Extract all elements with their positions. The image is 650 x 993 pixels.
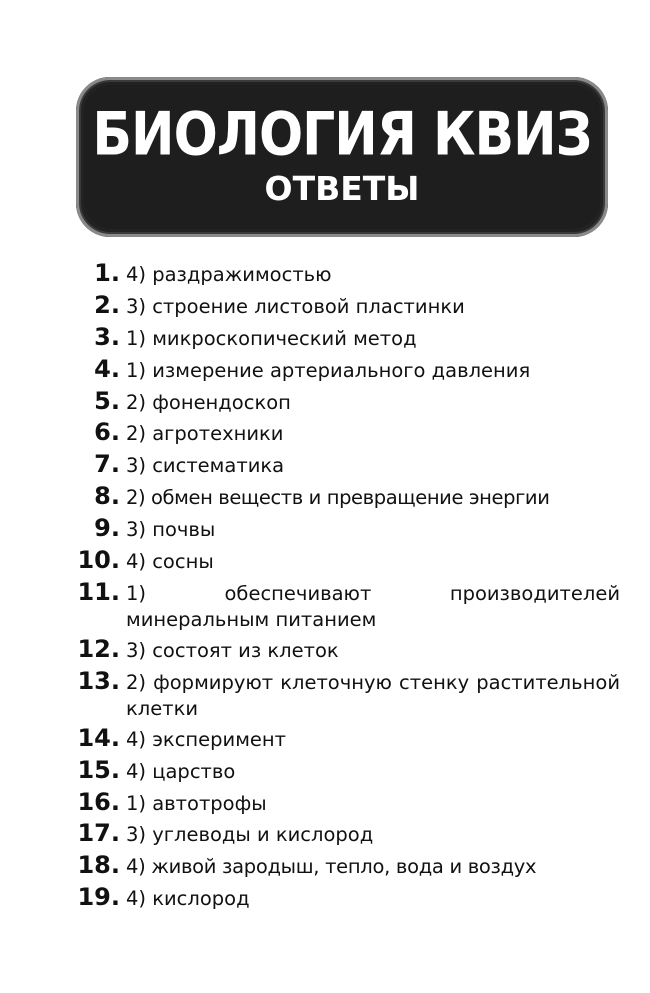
answer-text: 4) царство: [126, 759, 236, 783]
answer-number: 3.: [94, 322, 120, 351]
answer-text: 4) живой зародыш, тепло, вода и воздух: [126, 855, 537, 879]
answer-number: 12.: [77, 634, 120, 663]
answer-number: 2.: [94, 290, 120, 319]
header-banner: [76, 77, 608, 237]
answer-text: 1) микроскопический метод: [126, 326, 417, 350]
answer-text: 3) состоят из клеток: [126, 638, 339, 662]
answer-number: 19.: [77, 883, 120, 912]
answer-text: 3) систематика: [126, 454, 285, 478]
answer-item-12: [60, 636, 620, 668]
answer-item-8: [60, 483, 620, 515]
answer-item-16: [60, 789, 620, 821]
answer-number: 17.: [77, 819, 120, 848]
answer-item-14: [60, 725, 620, 757]
answer-text: 4) сосны: [126, 550, 214, 574]
answer-item-4: [60, 356, 620, 388]
answer-number: 6.: [94, 418, 120, 447]
answer-text: 4) эксперимент: [126, 727, 287, 751]
answer-number: 18.: [77, 851, 120, 880]
answer-text: 2) обмен веществ и превращение энергии: [126, 486, 550, 510]
answer-number: 13.: [77, 666, 120, 695]
answer-item-15: [60, 757, 620, 789]
answer-text: 2) агротехники: [126, 422, 284, 446]
answer-item-1: [60, 260, 620, 292]
answer-number: 8.: [94, 482, 120, 511]
answer-number: 9.: [94, 514, 120, 543]
answer-item-3: [60, 324, 620, 356]
page-subtitle: ОТВЕТЫ: [264, 169, 420, 208]
answer-number: 4.: [94, 354, 120, 383]
answer-text: 2) фонендоскоп: [126, 390, 291, 414]
answer-number: 7.: [94, 450, 120, 479]
answer-text: 1) обеспечивают производителей минеральным питанием: [126, 581, 620, 631]
answer-item-17: [60, 820, 620, 852]
answer-item-11: [60, 579, 620, 636]
answer-number: 16.: [77, 787, 120, 816]
answer-item-7: [60, 451, 620, 483]
answer-text: 3) почвы: [126, 518, 216, 542]
answer-text: 3) строение листовой пластинки: [126, 294, 465, 318]
header-banner-inner: [84, 85, 600, 229]
answer-number: 10.: [77, 546, 120, 575]
answer-text: 4) раздражимостью: [126, 263, 332, 286]
answer-item-18: [60, 852, 620, 884]
answer-item-2: [60, 292, 620, 324]
answer-item-6: [60, 419, 620, 451]
answer-text: 1) измерение артериального давления: [126, 358, 531, 382]
answer-number: 11.: [77, 577, 120, 606]
answer-text: 4) кислород: [126, 887, 250, 911]
answer-number: 15.: [77, 755, 120, 784]
answer-text: 3) углеводы и кислород: [126, 823, 374, 847]
answer-number: 14.: [77, 723, 120, 752]
answer-number: 5.: [94, 386, 120, 415]
page-title: БИОЛОГИЯ КВИЗ: [92, 100, 592, 170]
answer-item-13: [60, 668, 620, 725]
answer-number: 1.: [94, 259, 120, 287]
answer-text: 1) автотрофы: [126, 791, 267, 815]
answer-list: [60, 260, 620, 916]
answer-item-9: [60, 515, 620, 547]
answer-item-10: [60, 547, 620, 579]
answer-item-19: [60, 884, 620, 916]
answer-item-5: [60, 388, 620, 420]
answer-text: 2) формируют клеточную стенку растительной клетки: [126, 670, 620, 720]
